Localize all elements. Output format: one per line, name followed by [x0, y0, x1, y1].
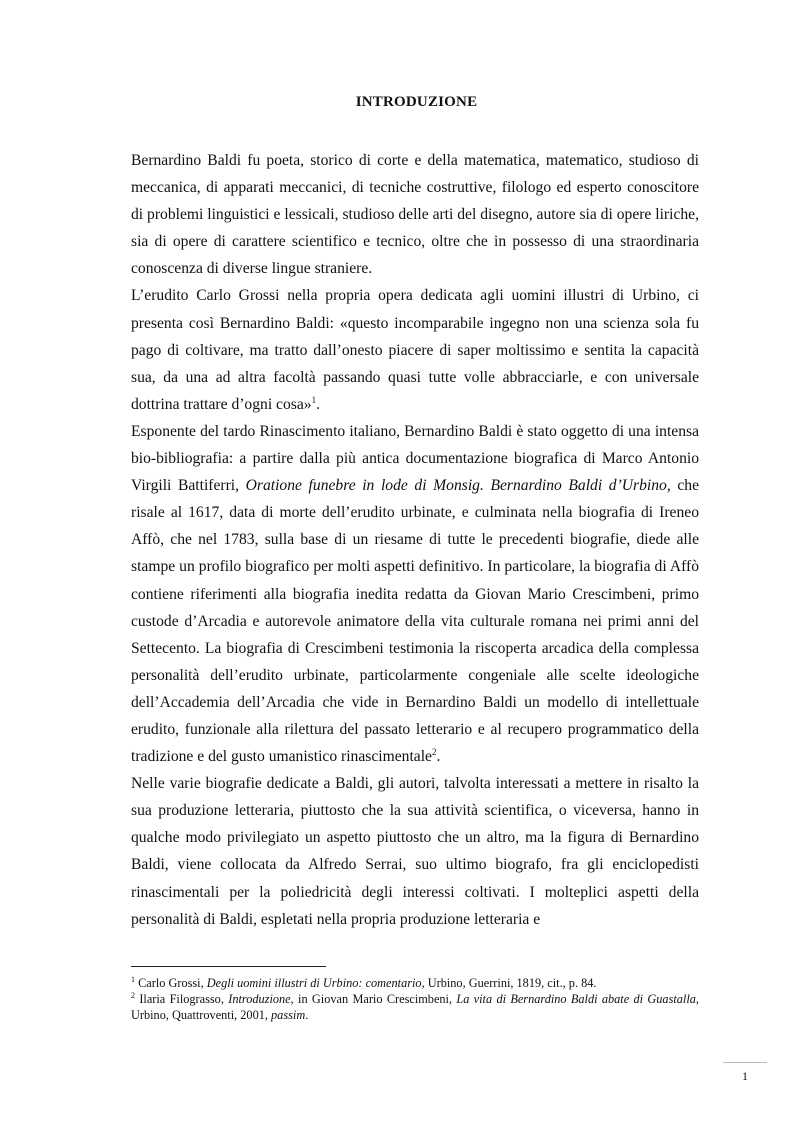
footnote-2-in: , in Giovan Mario Crescimbeni, — [290, 992, 457, 1006]
page-number: 1 — [742, 1069, 748, 1083]
paragraph-3-rest: , che risale al 1617, data di morte dell’erudito urbinate, e culminata nella biografia di Ireneo Affò, che nel 1783, sulla base di un riesame di tutte le precedenti biografie, diede alle stampe un profilo biografico per molti aspetti definitivo. In particolare, la biografia di Affò contiene riferimenti alla biografia inedita redatta da Giovan Mario Crescimbeni, primo custode d’Arcadia e autorevole animatore della vita culturale romana nei primi anni del Settecento. La biografia di Crescimbeni testimonia la riscoperta arcadica della complessa personalità dell’erudito urbinate, particolarmente congeniale alle scelte ideologiche dell’Accademia dell’Arcadia che vide in Bernardino Baldi un modello di intellettuale erudito, funzionale alla rilettura del passato letterario e al recupero programmatico della tradizione e del gusto umanistico rinascimentale — [131, 477, 699, 766]
footnote-2-end: . — [305, 1008, 309, 1022]
footnote-2 — [131, 991, 699, 1023]
footnote-2-title: Introduzione — [228, 992, 291, 1006]
paragraph-3-end: . — [436, 748, 441, 766]
footnote-1-number: 1 — [131, 974, 135, 984]
footnote-2-book: La vita di Bernardino Baldi abate di Guastalla — [456, 992, 696, 1006]
footnote-2-passim: passim — [271, 1008, 306, 1022]
body-text — [131, 147, 699, 933]
paragraph-2-end: . — [316, 395, 320, 413]
footnote-separator — [131, 966, 326, 967]
page-number-rule — [723, 1062, 767, 1063]
page-title: INTRODUZIONE — [355, 94, 478, 110]
footnote-1-details: , Urbino, Guerrini, 1819, cit., p. 84. — [421, 976, 597, 990]
footnote-1-author: Carlo Grossi, — [135, 976, 207, 990]
footnote-2-number: 2 — [131, 990, 135, 1000]
paragraph-3-start: Esponente del tardo Rinascimento italiano, Bernardino Baldi è stato oggetto di una intensa bio-bibliografia: a partire dalla più antica documentazione biografica di Marco Antonio Virgili Battiferri, — [131, 422, 699, 495]
footnote-2-author: Ilaria Filograsso, — [135, 992, 229, 1006]
footnote-1 — [131, 975, 699, 991]
footnote-ref-1[interactable]: 1 — [311, 394, 317, 405]
paragraph-1: Bernardino Baldi fu poeta, storico di corte e della matematica, matematico, studioso di meccanica, di apparati meccanici, di tecniche costruttive, filologo ed esperto conoscitore di problemi linguistici e lessicali, studioso delle arti del disegno, autore sia di opere liriche, sia di opere di carattere scientifico e tecnico, oltre che in possesso di una straordinaria conoscenza di diverse lingue straniere. — [131, 152, 699, 278]
paragraph-2-text: L’erudito Carlo Grossi nella propria opera dedicata agli uomini illustri di Urbino, ci presenta così Bernardino Baldi: «questo incomparabile ingegno non una scienza sola fu pago di coltivare, ma tratto dall’onesto piacere di saper moltissimo e sentita la capacità sua, da una ad altra facoltà passando quasi tutte volle abbracciarle, e con universale dottrina trattare d’ogni cosa» — [131, 287, 699, 413]
paragraph-4: Nelle varie biografie dedicate a Baldi, gli autori, talvolta interessati a mettere in risalto la sua produzione letteraria, piuttosto che la sua attività scientifica, o viceversa, hanno in qualche modo privilegiato un aspetto piuttosto che un altro, ma la figura di Bernardino Baldi, viene collocata da Alfredo Serrai, suo ultimo biografo, fra gli enciclopedisti rinascimentali per la poliedricità degli interessi coltivati. I molteplici aspetti della personalità di Baldi, espletati nella propria produzione letteraria e — [131, 775, 699, 928]
footnote-2-details: , Urbino, Quattroventi, 2001, — [131, 992, 699, 1022]
footnote-ref-2[interactable]: 2 — [431, 746, 437, 757]
paragraph-2 — [131, 282, 699, 417]
paragraph-3 — [131, 418, 699, 770]
footnote-1-title: Degli uomini illustri di Urbino: comentario — [206, 976, 422, 990]
work-title-oratione: Oratione funebre in lode di Monsig. Bernardino Baldi d’Urbino — [245, 477, 667, 495]
footnotes — [131, 975, 699, 1023]
